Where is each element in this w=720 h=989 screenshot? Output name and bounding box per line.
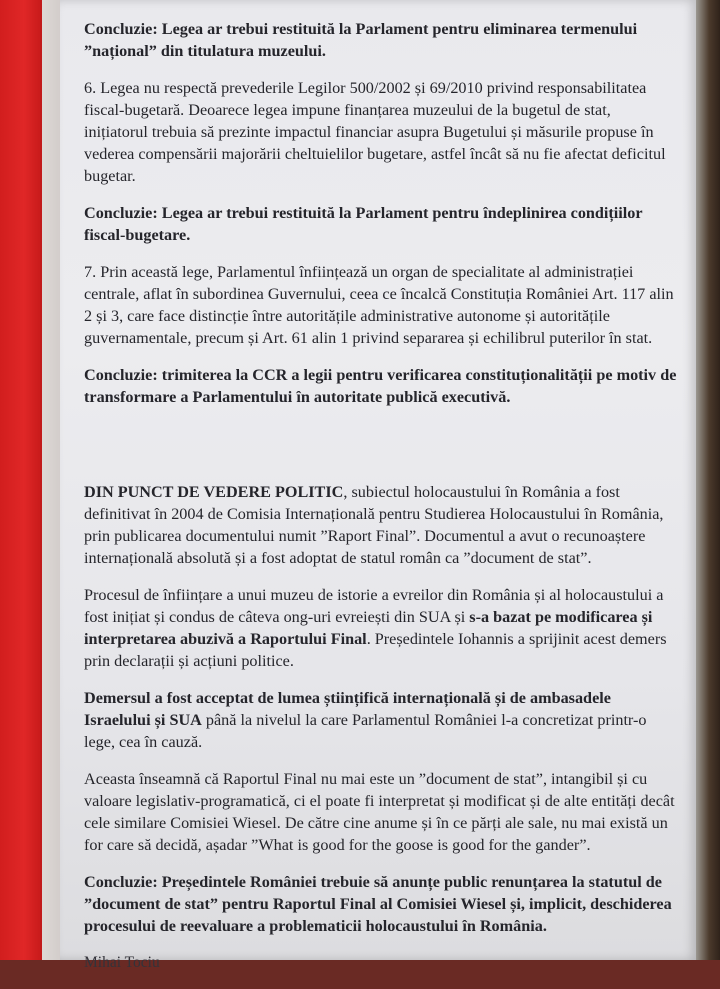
process-bold: s-a bazat pe modificarea și interpretarea abuzivă a Raportului Final [84, 608, 653, 648]
conclusion-6: Concluzie: Legea ar trebui restituită la Parlament pentru îndeplinirea condițiilor fiscal-bugetare. [84, 204, 643, 244]
process-paragraph [84, 584, 678, 672]
section-gap [84, 423, 678, 481]
signature: Mihai Tociu [84, 954, 160, 971]
political-paragraph [84, 481, 678, 569]
conclusion-5: Concluzie: Legea ar trebui restituită la Parlament pentru eliminarea termenului ”național” din titulatura muzeului. [84, 20, 638, 60]
political-rest: , subiectul holocaustului în România a fost definitivat în 2004 de Comisia Internațională pentru Studierea Holocaustului în România, prin publicarea documentului numit ”Raport Final”. Documentul a avut o recunoaștere internațională absolută și a fost adoptat de statul român ca ”document de stat”. [84, 483, 664, 567]
point-6: 6. Legea nu respectă prevederile Legilor 500/2002 și 69/2010 privind responsabilitatea fiscal-bugetară. Deoarece legea impune finanțarea muzeului de la bugetul de stat, inițiatorul trebuia să prezinte impactul financiar asupra Bugetului și măsurile propuse în vederea compensării majorării cheltuielilor bugetare, astfel încât să nu fie afectat deficitul bugetar. [84, 79, 666, 185]
conclusion-7: Concluzie: trimiterea la CCR a legii pentru verificarea constituționalității pe motiv de transformare a Parlamentului în autoritate publică executivă. [84, 366, 677, 406]
demers-paragraph [84, 687, 678, 753]
document-page [60, 0, 698, 971]
document-body [84, 18, 678, 989]
aceasta-paragraph: Aceasta înseamnă că Raportul Final nu mai este un ”document de stat”, intangibil și cu valoare legislativ-programatică, ci el poate fi interpretat și modificat și de alte entități decât cele similare Comisiei Wiesel. De către cine anume și în ce părți ale sale, nu mai există un for care să decidă, așadar ”What is good for the goose is good for the gander”. [84, 770, 675, 854]
point-7: 7. Prin această lege, Parlamentul înființează un organ de specialitate al administrației centrale, aflat în subordinea Guvernului, ceea ce încalcă Constituția României Art. 117 alin 2 și 3, care face distincție între autoritățile administrative autonome și autoritățile guvernamentale, precum și Art. 61 alin 1 privind separarea și echilibrul puterilor în stat. [84, 263, 674, 347]
demers-rest: până la nivelul la care Parlamentul României l-a concretizat printr-o lege, cea în cauză. [84, 711, 647, 751]
process-c: . Președintele Iohannis a sprijinit acest demers prin declarații și acțiuni politice. [84, 630, 667, 670]
right-background-edge [696, 0, 720, 960]
process-a: Procesul de înființare a unui muzeu de istorie a evreilor din România și al holocaustului a fost inițiat și condus de câteva ong-uri evreiești din SUA și [84, 586, 664, 626]
demers-bold: Demersul a fost acceptat de lumea științifică internațională și de ambasadele Israelului și SUA [84, 689, 611, 729]
red-binder-edge [0, 0, 40, 960]
political-lead: DIN PUNCT DE VEDERE POLITIC [84, 483, 344, 501]
final-conclusion: Concluzie: Președintele României trebuie să anunțe public renunțarea la statutul de ”document de stat” pentru Raportul Final al Comisiei Wiesel și, implicit, deschiderea procesului de reevaluare a problematicii holocaustului în România. [84, 873, 672, 935]
